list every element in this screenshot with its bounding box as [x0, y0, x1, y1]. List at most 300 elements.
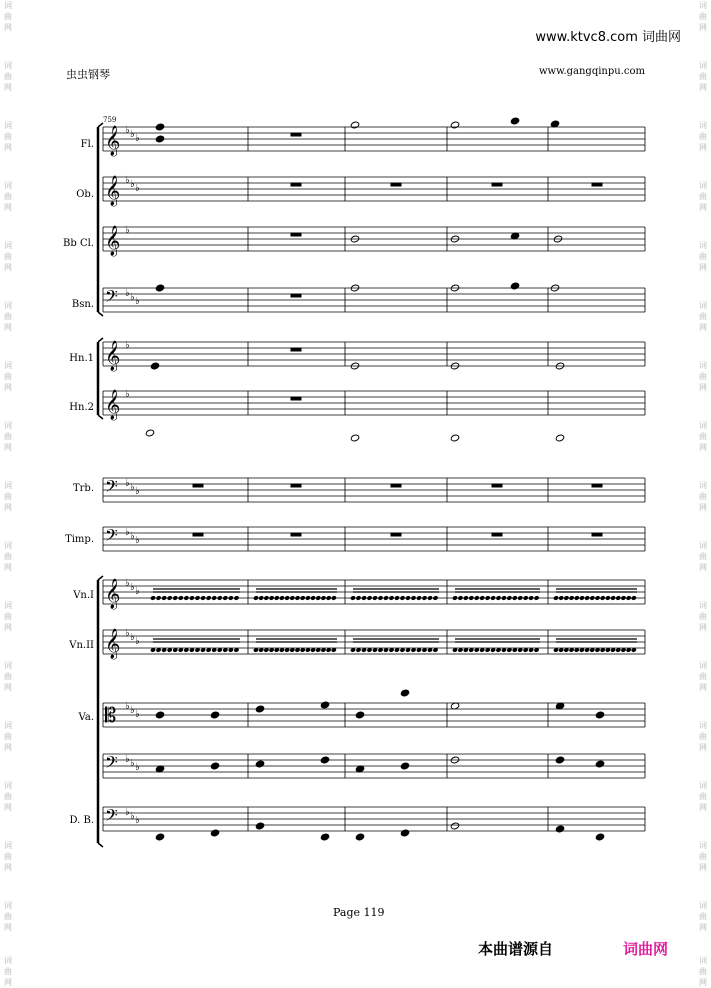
- tremolo-note: [491, 596, 496, 600]
- tremolo-note: [259, 596, 264, 600]
- tremolo-note: [600, 648, 605, 652]
- flat-sign: ♭: [130, 632, 135, 643]
- treble-clef: 𝄞: [105, 126, 121, 156]
- tremolo-note: [351, 596, 356, 600]
- side-watermark: 词曲网: [4, 601, 12, 632]
- tremolo-note: [585, 596, 590, 600]
- tremolo-note: [321, 596, 326, 600]
- measure-rest: [592, 183, 602, 186]
- tremolo-note: [453, 648, 458, 652]
- flat-sign: ♭: [130, 179, 135, 190]
- tremolo-note: [559, 596, 564, 600]
- tremolo-note: [162, 648, 167, 652]
- flat-sign: ♭: [135, 586, 140, 597]
- tremolo-note: [616, 648, 621, 652]
- tremolo-note: [151, 596, 156, 600]
- side-watermark: 词曲网: [4, 481, 12, 512]
- flat-sign: ♭: [135, 636, 140, 647]
- measure-rest: [291, 533, 301, 536]
- tremolo-note: [326, 596, 331, 600]
- side-watermark: 词曲网: [4, 361, 12, 392]
- tremolo-note: [417, 596, 422, 600]
- tremolo-note: [564, 596, 569, 600]
- side-watermark: 词曲网: [4, 956, 12, 987]
- instrument-label-violin-1: Vn.I: [73, 590, 94, 601]
- staff-line: [98, 338, 103, 342]
- note-head: [595, 760, 604, 768]
- bass-clef: 𝄢: [105, 286, 118, 310]
- flat-sign: ♭: [125, 225, 130, 236]
- tremolo-note: [223, 596, 228, 600]
- tremolo-note: [356, 596, 361, 600]
- measure-rest: [291, 484, 301, 487]
- tremolo-note: [206, 648, 211, 652]
- tremolo-note: [428, 596, 433, 600]
- measure-rest: [391, 484, 401, 487]
- tremolo-note: [474, 648, 479, 652]
- tremolo-note: [496, 648, 501, 652]
- tremolo-note: [167, 648, 172, 652]
- tremolo-note: [564, 648, 569, 652]
- tremolo-note: [580, 596, 585, 600]
- side-watermark: 词曲网: [4, 901, 12, 932]
- note-head: [320, 756, 329, 764]
- measure-rest: [291, 294, 301, 297]
- tremolo-note: [611, 596, 616, 600]
- note-head: [255, 705, 264, 713]
- tremolo-note: [223, 648, 228, 652]
- tremolo-note: [300, 596, 305, 600]
- side-watermark: 词曲网: [699, 361, 707, 392]
- tremolo-note: [463, 648, 468, 652]
- tremolo-note: [595, 648, 600, 652]
- tremolo-note: [331, 648, 336, 652]
- tremolo-note: [529, 596, 534, 600]
- side-watermark: 词曲网: [699, 241, 707, 272]
- footer-source-label: 本曲谱源自: [478, 940, 554, 958]
- tremolo-note: [422, 648, 427, 652]
- tremolo-note: [254, 648, 259, 652]
- tremolo-note: [373, 596, 378, 600]
- instrument-label-horn-2: Hn.2: [69, 402, 94, 413]
- note-head: [510, 282, 519, 290]
- tremolo-note: [433, 648, 438, 652]
- side-watermark: 词曲网: [699, 301, 707, 332]
- tremolo-note: [167, 596, 172, 600]
- side-watermark: 词曲网: [699, 841, 707, 872]
- staff-line: [98, 843, 103, 847]
- tremolo-note: [518, 648, 523, 652]
- tremolo-note: [234, 596, 239, 600]
- side-watermark: 词曲网: [4, 661, 12, 692]
- tremolo-note: [195, 648, 200, 652]
- flat-sign: ♭: [125, 389, 130, 400]
- measure-number: 759: [103, 116, 117, 124]
- bass-clef: 𝄢: [105, 805, 118, 829]
- side-watermark: 词曲网: [699, 421, 707, 452]
- tremolo-note: [590, 596, 595, 600]
- tremolo-note: [600, 596, 605, 600]
- tremolo-note: [590, 648, 595, 652]
- flat-sign: ♭: [125, 628, 130, 639]
- tremolo-note: [433, 596, 438, 600]
- tremolo-note: [206, 596, 211, 600]
- tremolo-note: [512, 596, 517, 600]
- tremolo-note: [259, 648, 264, 652]
- tremolo-note: [605, 596, 610, 600]
- side-watermark: 词曲网: [699, 1, 707, 32]
- tremolo-note: [151, 648, 156, 652]
- tremolo-note: [300, 648, 305, 652]
- note-head: [255, 822, 264, 830]
- tremolo-note: [559, 648, 564, 652]
- tremolo-note: [631, 596, 636, 600]
- tremolo-note: [228, 596, 233, 600]
- tremolo-note: [529, 648, 534, 652]
- tremolo-note: [406, 596, 411, 600]
- treble-clef: 𝄞: [105, 390, 121, 420]
- note-head: [355, 833, 364, 841]
- note-head: [595, 711, 604, 719]
- tremolo-note: [290, 596, 295, 600]
- note-head: [145, 429, 154, 437]
- tremolo-note: [264, 648, 269, 652]
- tremolo-note: [178, 596, 183, 600]
- tremolo-note: [569, 648, 574, 652]
- tremolo-note: [201, 596, 206, 600]
- tremolo-note: [534, 596, 539, 600]
- tremolo-note: [574, 596, 579, 600]
- note-head: [155, 135, 164, 143]
- measure-rest: [193, 533, 203, 536]
- measure-rest: [492, 183, 502, 186]
- treble-clef: 𝄞: [105, 629, 121, 659]
- tremolo-note: [595, 596, 600, 600]
- tremolo-note: [162, 596, 167, 600]
- side-watermark: 词曲网: [699, 661, 707, 692]
- tremolo-note: [411, 596, 416, 600]
- instrument-label-oboe: Ob.: [76, 189, 94, 200]
- note-head: [355, 711, 364, 719]
- tremolo-note: [285, 596, 290, 600]
- tremolo-note: [395, 648, 400, 652]
- tremolo-note: [585, 648, 590, 652]
- tremolo-note: [173, 648, 178, 652]
- note-head: [555, 434, 564, 442]
- flat-sign: ♭: [125, 754, 130, 765]
- tremolo-note: [280, 596, 285, 600]
- note-head: [555, 825, 564, 833]
- tremolo-note: [295, 596, 300, 600]
- note-head: [210, 711, 219, 719]
- tremolo-note: [217, 596, 222, 600]
- note-head: [350, 121, 359, 129]
- tremolo-note: [311, 648, 316, 652]
- flat-sign: ♭: [135, 296, 140, 307]
- alto-clef: 𝄡: [105, 703, 117, 727]
- measure-rest: [193, 484, 203, 487]
- header-title: 虫虫钢琴: [66, 68, 110, 81]
- side-watermark: 词曲网: [4, 1, 12, 32]
- tremolo-note: [362, 648, 367, 652]
- side-watermark: 词曲网: [4, 781, 12, 812]
- tremolo-note: [485, 596, 490, 600]
- tremolo-note: [316, 596, 321, 600]
- flat-sign: ♭: [125, 578, 130, 589]
- tremolo-note: [184, 648, 189, 652]
- side-watermark: 词曲网: [4, 61, 12, 92]
- measure-rest: [291, 133, 301, 136]
- note-head: [350, 434, 359, 442]
- tremolo-note: [269, 648, 274, 652]
- tremolo-note: [290, 648, 295, 652]
- side-watermark: 词曲网: [699, 721, 707, 752]
- tremolo-note: [463, 596, 468, 600]
- flat-sign: ♭: [130, 758, 135, 769]
- tremolo-note: [295, 648, 300, 652]
- tremolo-note: [212, 596, 217, 600]
- staff-line: [98, 415, 103, 419]
- measure-rest: [592, 484, 602, 487]
- tremolo-note: [184, 596, 189, 600]
- tremolo-note: [384, 596, 389, 600]
- flat-sign: ♭: [130, 705, 135, 716]
- treble-clef: 𝄞: [105, 579, 121, 609]
- tremolo-note: [554, 596, 559, 600]
- measure-rest: [291, 183, 301, 186]
- side-watermark: 词曲网: [4, 721, 12, 752]
- bass-clef: 𝄢: [105, 525, 118, 549]
- instrument-label-clarinet: Bb Cl.: [63, 238, 94, 249]
- tremolo-note: [156, 596, 161, 600]
- tremolo-note: [458, 596, 463, 600]
- tremolo-note: [190, 648, 195, 652]
- tremolo-note: [373, 648, 378, 652]
- flat-sign: ♭: [130, 582, 135, 593]
- tremolo-note: [195, 596, 200, 600]
- flat-sign: ♭: [135, 133, 140, 144]
- flat-sign: ♭: [130, 482, 135, 493]
- note-head: [510, 117, 519, 125]
- tremolo-note: [400, 596, 405, 600]
- flat-sign: ♭: [125, 807, 130, 818]
- tremolo-note: [631, 648, 636, 652]
- tremolo-note: [626, 596, 631, 600]
- tremolo-note: [305, 648, 310, 652]
- staff-line: [98, 312, 103, 316]
- flat-sign: ♭: [130, 531, 135, 542]
- tremolo-note: [428, 648, 433, 652]
- side-watermark: 词曲网: [699, 121, 707, 152]
- measure-rest: [592, 533, 602, 536]
- tremolo-note: [417, 648, 422, 652]
- bass-clef: 𝄢: [105, 476, 118, 500]
- tremolo-note: [351, 648, 356, 652]
- flat-sign: ♭: [125, 175, 130, 186]
- instrument-label-double-bass: D. B.: [69, 815, 94, 826]
- tremolo-note: [378, 596, 383, 600]
- staff-line: [98, 576, 103, 580]
- tremolo-note: [406, 648, 411, 652]
- side-watermark: 词曲网: [699, 481, 707, 512]
- tremolo-note: [507, 596, 512, 600]
- tremolo-note: [626, 648, 631, 652]
- tremolo-note: [285, 648, 290, 652]
- tremolo-note: [173, 596, 178, 600]
- note-head: [400, 689, 409, 697]
- tremolo-note: [480, 648, 485, 652]
- tremolo-note: [496, 596, 501, 600]
- measure-rest: [291, 348, 301, 351]
- tremolo-note: [156, 648, 161, 652]
- flat-sign: ♭: [135, 815, 140, 826]
- note-head: [320, 833, 329, 841]
- side-watermark: 词曲网: [699, 901, 707, 932]
- instrument-label-bassoon: Bsn.: [71, 299, 94, 310]
- tremolo-note: [274, 648, 279, 652]
- side-watermark: 词曲网: [699, 541, 707, 572]
- instrument-label-viola: Va.: [78, 712, 94, 723]
- tremolo-note: [400, 648, 405, 652]
- side-watermark: 词曲网: [699, 781, 707, 812]
- tremolo-note: [389, 596, 394, 600]
- flat-sign: ♭: [125, 288, 130, 299]
- page-number: Page 119: [333, 906, 385, 919]
- tremolo-note: [512, 648, 517, 652]
- side-watermark: 词曲网: [4, 421, 12, 452]
- flat-sign: ♭: [130, 129, 135, 140]
- tremolo-note: [502, 596, 507, 600]
- note-head: [150, 362, 159, 370]
- measure-rest: [492, 533, 502, 536]
- measure-rest: [291, 397, 301, 400]
- tremolo-note: [280, 648, 285, 652]
- tremolo-note: [621, 596, 626, 600]
- tremolo-note: [491, 648, 496, 652]
- tremolo-note: [356, 648, 361, 652]
- tremolo-note: [554, 648, 559, 652]
- instrument-label-timpani: Timp.: [65, 534, 94, 545]
- tremolo-note: [611, 648, 616, 652]
- tremolo-note: [534, 648, 539, 652]
- tremolo-note: [190, 596, 195, 600]
- note-head: [400, 762, 409, 770]
- flat-sign: ♭: [135, 535, 140, 546]
- header-url[interactable]: www.gangqinpu.com: [538, 66, 645, 77]
- tremolo-note: [331, 596, 336, 600]
- note-head: [595, 833, 604, 841]
- tremolo-note: [569, 596, 574, 600]
- bass-clef: 𝄢: [105, 752, 118, 776]
- tremolo-note: [305, 596, 310, 600]
- tremolo-note: [367, 596, 372, 600]
- flat-sign: ♭: [125, 340, 130, 351]
- tremolo-note: [518, 596, 523, 600]
- tremolo-note: [217, 648, 222, 652]
- side-watermark: 词曲网: [699, 181, 707, 212]
- tremolo-note: [605, 648, 610, 652]
- tremolo-note: [469, 596, 474, 600]
- treble-clef: 𝄞: [105, 341, 121, 371]
- side-watermark: 词曲网: [4, 841, 12, 872]
- tremolo-note: [458, 648, 463, 652]
- instrument-label-flute: Fl.: [80, 139, 94, 150]
- tremolo-note: [480, 596, 485, 600]
- tremolo-note: [264, 596, 269, 600]
- note-head: [400, 829, 409, 837]
- flat-sign: ♭: [135, 486, 140, 497]
- tremolo-note: [389, 648, 394, 652]
- footer-brand-link[interactable]: 词曲网: [623, 940, 669, 958]
- side-watermark: 词曲网: [4, 301, 12, 332]
- tremolo-note: [422, 596, 427, 600]
- flat-sign: ♭: [125, 527, 130, 538]
- note-head: [210, 762, 219, 770]
- tremolo-note: [269, 596, 274, 600]
- tremolo-note: [212, 648, 217, 652]
- tremolo-note: [321, 648, 326, 652]
- tremolo-note: [616, 596, 621, 600]
- side-watermark: 词曲网: [699, 61, 707, 92]
- side-watermark: 词曲网: [4, 541, 12, 572]
- side-watermark: 词曲网: [4, 121, 12, 152]
- note-head: [450, 434, 459, 442]
- tremolo-note: [378, 648, 383, 652]
- flat-sign: ♭: [130, 811, 135, 822]
- flat-sign: ♭: [125, 125, 130, 136]
- side-watermark: 词曲网: [699, 956, 707, 987]
- staff-line: [98, 123, 103, 127]
- instrument-label-violin-2: Vn.II: [69, 640, 94, 651]
- tremolo-note: [384, 648, 389, 652]
- tremolo-note: [274, 596, 279, 600]
- instrument-label-horn-1: Hn.1: [69, 353, 94, 364]
- tremolo-note: [228, 648, 233, 652]
- note-head: [450, 822, 459, 830]
- tremolo-note: [523, 596, 528, 600]
- side-watermark: 词曲网: [4, 181, 12, 212]
- tremolo-note: [254, 596, 259, 600]
- note-head: [155, 833, 164, 841]
- note-head: [210, 829, 219, 837]
- note-head: [320, 701, 329, 709]
- tremolo-note: [326, 648, 331, 652]
- note-head: [255, 760, 264, 768]
- measure-rest: [391, 533, 401, 536]
- side-watermark: 词曲网: [699, 601, 707, 632]
- note-head: [155, 711, 164, 719]
- tremolo-note: [469, 648, 474, 652]
- tremolo-note: [316, 648, 321, 652]
- tremolo-note: [580, 648, 585, 652]
- flat-sign: ♭: [125, 701, 130, 712]
- note-head: [155, 123, 164, 131]
- tremolo-note: [507, 648, 512, 652]
- tremolo-note: [523, 648, 528, 652]
- tremolo-note: [311, 596, 316, 600]
- tremolo-note: [234, 648, 239, 652]
- measure-rest: [492, 484, 502, 487]
- tremolo-note: [411, 648, 416, 652]
- measure-rest: [391, 183, 401, 186]
- note-head: [155, 284, 164, 292]
- flat-sign: ♭: [125, 478, 130, 489]
- header-site-link[interactable]: www.ktvc8.com 词曲网: [535, 30, 681, 45]
- measure-rest: [291, 233, 301, 236]
- tremolo-note: [502, 648, 507, 652]
- flat-sign: ♭: [130, 292, 135, 303]
- tremolo-note: [395, 596, 400, 600]
